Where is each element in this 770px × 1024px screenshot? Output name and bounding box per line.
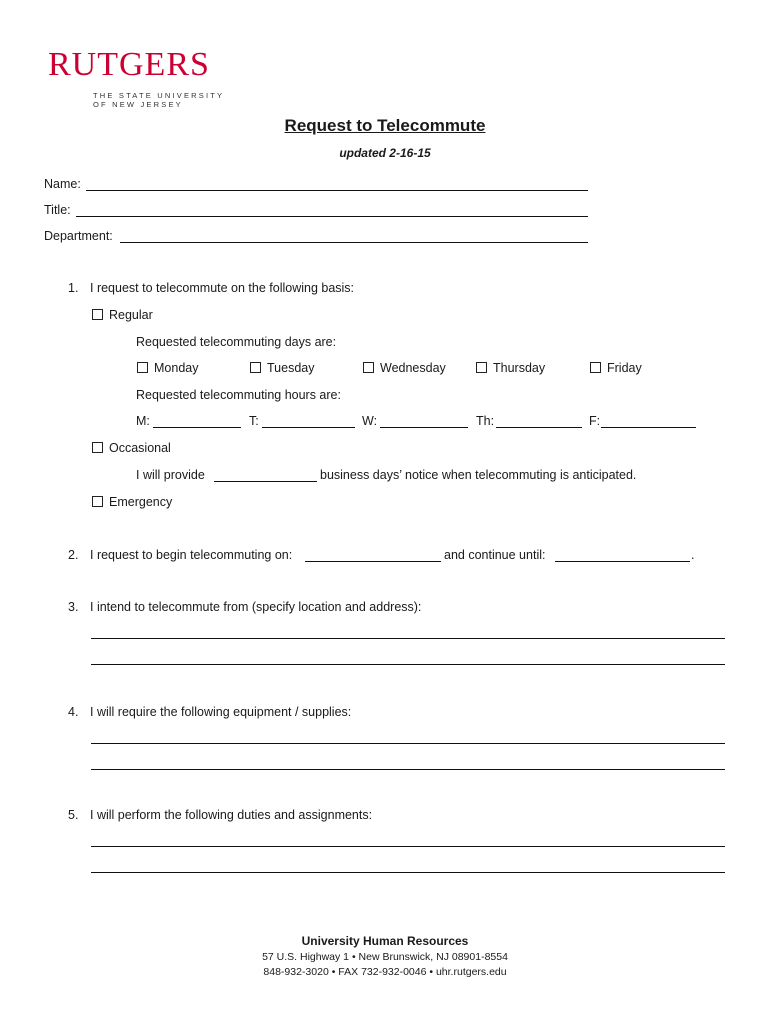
department-field[interactable] xyxy=(120,242,588,243)
q2-continue: and continue until: xyxy=(444,548,546,562)
emergency-label: Emergency xyxy=(109,495,173,509)
notice-days-field[interactable] xyxy=(214,481,317,482)
title-label: Title: xyxy=(44,203,71,217)
day-tuesday[interactable] xyxy=(250,362,314,375)
hours-t-label: T: xyxy=(249,414,259,428)
duties-line-2[interactable] xyxy=(91,872,725,873)
footer-address: 57 U.S. Highway 1 • New Brunswick, NJ 08901-8554 xyxy=(262,951,508,963)
monday-label: Monday xyxy=(154,361,199,375)
regular-checkbox[interactable] xyxy=(92,309,103,320)
hours-label: Requested telecommuting hours are: xyxy=(136,388,341,402)
hours-m-label: M: xyxy=(136,414,150,428)
logo-line-2: OF NEW JERSEY xyxy=(93,100,183,109)
q5-number: 5. xyxy=(68,808,79,822)
logo-line-1: THE STATE UNIVERSITY xyxy=(93,91,225,100)
notice-suffix: business days’ notice when telecommuting is anticipated. xyxy=(320,468,637,482)
tuesday-label: Tuesday xyxy=(267,361,315,375)
hours-w-field[interactable] xyxy=(380,427,468,428)
q4-number: 4. xyxy=(68,705,79,719)
hours-th-field[interactable] xyxy=(496,427,582,428)
hours-t-field[interactable] xyxy=(262,427,355,428)
tuesday-checkbox[interactable] xyxy=(250,362,261,373)
footer-title: University Human Resources xyxy=(301,934,469,948)
monday-checkbox[interactable] xyxy=(137,362,148,373)
equipment-line-2[interactable] xyxy=(91,769,725,770)
name-field[interactable] xyxy=(86,190,588,191)
friday-label: Friday xyxy=(607,361,642,375)
location-line-2[interactable] xyxy=(91,664,725,665)
begin-date-field[interactable] xyxy=(305,561,441,562)
title-field[interactable] xyxy=(76,216,588,217)
hours-f-field[interactable] xyxy=(601,427,696,428)
end-date-field[interactable] xyxy=(555,561,690,562)
location-line-1[interactable] xyxy=(91,638,725,639)
hours-f-label: F: xyxy=(589,414,601,428)
emergency-option[interactable] xyxy=(92,496,172,509)
rutgers-logo xyxy=(48,48,210,82)
page-title: Request to Telecommute xyxy=(284,116,486,135)
name-label: Name: xyxy=(44,177,81,191)
hours-w-label: W: xyxy=(362,414,378,428)
notice-prefix: I will provide xyxy=(136,468,205,482)
hours-th-label: Th: xyxy=(476,414,495,428)
q2-text: I request to begin telecommuting on: xyxy=(90,548,293,562)
days-label: Requested telecommuting days are: xyxy=(136,335,337,349)
logo-wordmark: RUTGERS xyxy=(48,46,210,83)
wednesday-label: Wednesday xyxy=(380,361,446,375)
regular-label: Regular xyxy=(109,308,153,322)
occasional-label: Occasional xyxy=(109,441,171,455)
duties-line-1[interactable] xyxy=(91,846,725,847)
q3-number: 3. xyxy=(68,600,79,614)
q5-text: I will perform the following duties and assignments: xyxy=(90,808,373,822)
q4-text: I will require the following equipment / supplies: xyxy=(90,705,352,719)
department-label: Department: xyxy=(44,229,113,243)
page-subtitle: updated 2-16-15 xyxy=(339,146,431,160)
q1-text: I request to telecommute on the following basis: xyxy=(90,281,355,295)
q3-text: I intend to telecommute from (specify location and address): xyxy=(90,600,422,614)
day-wednesday[interactable] xyxy=(363,362,446,375)
thursday-label: Thursday xyxy=(493,361,546,375)
friday-checkbox[interactable] xyxy=(590,362,601,373)
day-monday[interactable] xyxy=(137,362,198,375)
day-friday[interactable] xyxy=(590,362,642,375)
footer-contact: 848-932-3020 • FAX 732-932-0046 • uhr.rutgers.edu xyxy=(263,966,507,978)
q1-number: 1. xyxy=(68,281,79,295)
occasional-checkbox[interactable] xyxy=(92,442,103,453)
thursday-checkbox[interactable] xyxy=(476,362,487,373)
wednesday-checkbox[interactable] xyxy=(363,362,374,373)
occasional-option[interactable] xyxy=(92,442,171,455)
q2-end: . xyxy=(691,548,695,562)
equipment-line-1[interactable] xyxy=(91,743,725,744)
regular-option[interactable] xyxy=(92,309,153,322)
q2-number: 2. xyxy=(68,548,79,562)
day-thursday[interactable] xyxy=(476,362,545,375)
emergency-checkbox[interactable] xyxy=(92,496,103,507)
hours-m-field[interactable] xyxy=(153,427,241,428)
